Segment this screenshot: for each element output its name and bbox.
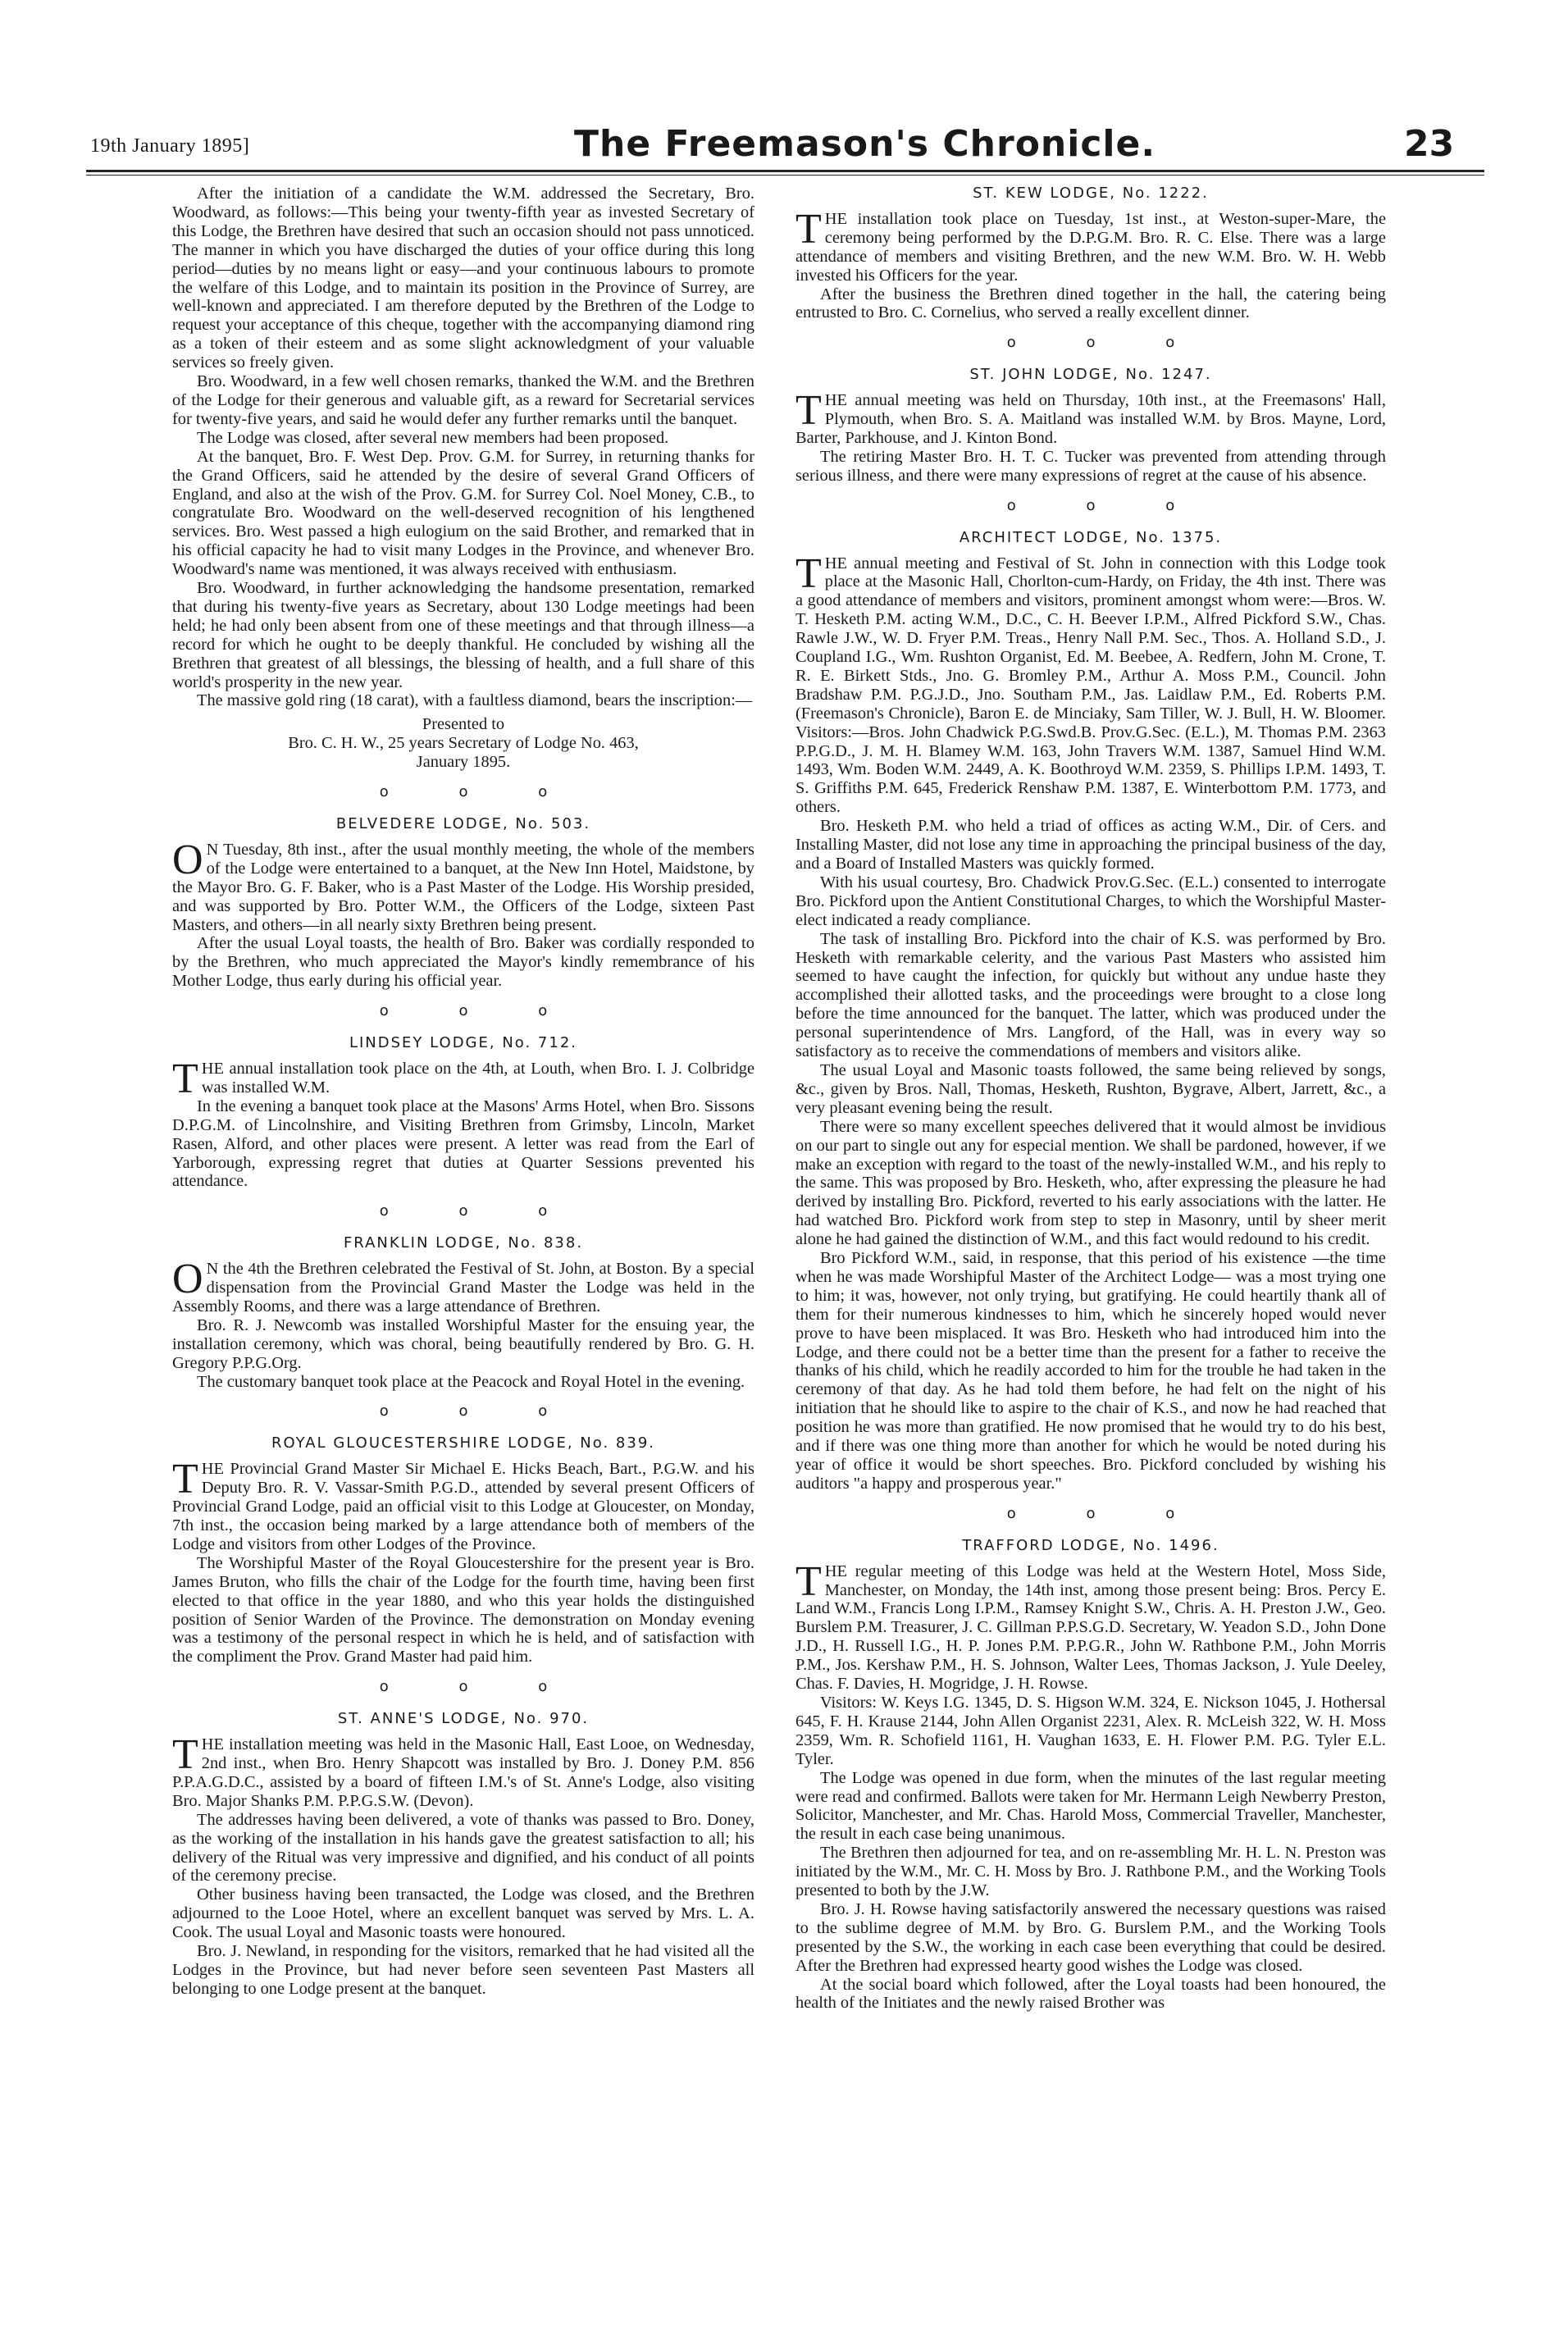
st-annes-lodge-section: [172, 1710, 754, 1999]
header-rule: [86, 170, 1484, 172]
paragraph: Bro. J. Newland, in responding for the visitors, remarked that he had visited all the Lodges in the Province, but had never before seen seventeen Past Masters all belonging to one Lodge present at the banquet.: [172, 1942, 754, 1998]
paragraph: The Worshipful Master of the Royal Gloucestershire for the present year is Bro. James Bruton, who fills the chair of the Lodge for the fourth time, having been first elected to that office in the year 1880, and who this year holds the distinguished position of Senior Warden of the Province. The demonstration on Monday evening was a testimony of the personal respect in which he is held, and of satisfaction with the compliment the Prov. Grand Master had paid him.: [172, 1553, 754, 1667]
section-ornament: o o o: [379, 1402, 581, 1420]
lindsey-lodge-section: [172, 1034, 754, 1191]
section-heading: LINDSEY LODGE, No. 712.: [349, 1034, 578, 1052]
paragraph: Bro Pickford W.M., said, in response, that this period of his existence —the time when he was made Worshipful Master of the Architect Lodge— was a most trying one to him; it was, however, not only trying, but gratifying. He could heartily thank all of them for their numerous kindnesses to him, which he sincerely hoped would never prove to have been misplaced. It was Bro. Hesketh who had introduced him into the Lodge, and there could not be a better time than the present for a father to receive the thanks of his child, which he readily accorded to him for the trouble he had taken in the ceremony of that day. As he had told them before, he had felt on the night of his initiation that he should like to aspire to the chair of K.S., and now he had reached that position he was more than gratified. He now promised that he would try to do his best, and if there was one thing more than another for which he would be noted during his year of office it would be short speeches. Bro. Pickford concluded by wishing his auditors "a happy and prosperous year.": [795, 1249, 1386, 1493]
paragraph: THE installation took place on Tuesday, 1st inst., at Weston-super-Mare, the ceremony being performed by the D.P.G.M. Bro. R. C. Else. There was a large attendance of members and visiting Brethren, and the new W.M. Bro. W. H. Webb invested his Officers for the year.: [795, 205, 1386, 285]
paragraph: Visitors: W. Keys I.G. 1345, D. S. Higson W.M. 324, E. Nickson 1045, J. Hothersal 645, F. H. Krause 2144, John Allen Organist 2231, Alex. R. McLeish 322, W. H. Moss 2359, Wm. R. Schofield 1161, H. Vaughan 1633, E. H. Flower P.M. P.G. Tyler E.L. Tyler.: [795, 1693, 1386, 1768]
paragraph: THE annual installation took place on the 4th, at Louth, when Bro. I. J. Colbridge was installed W.M.: [172, 1055, 754, 1102]
section-ornament: o o o: [379, 1202, 581, 1220]
inscription-line: January 1895.: [416, 753, 511, 772]
left-column: [172, 185, 754, 1999]
paragraph: The task of installing Bro. Pickford into the chair of K.S. was performed by Bro. Hesketh with remarkable celerity, and the various Past Masters who assisted him seemed to have caught the infection, for quickly but without any undue haste they accomplished their allotted tasks, and the proceedings were brought to a close long before the time announced for the banquet. The latter, which was produced under the personal superintendence of Mrs. Langford, of the Hall, was in every way so satisfactory as to receive the commendations of members and visitors alike.: [795, 929, 1386, 1061]
paragraph: The Lodge was opened in due form, when the minutes of the last regular meeting were read and confirmed. Ballots were taken for Mr. Hermann Leigh Newberry Preston, Solicitor, Manchester, and Mr. Chas. Harold Moss, Commercial Traveller, Manchester, the result in each case being unanimous.: [795, 1768, 1386, 1844]
paragraph: O N Tuesday, 8th inst., after the usual monthly meeting, the whole of the members of the Lodge were entertained to a banquet, at the New Inn Hotel, Maidstone, by the Mayor Bro. G. F. Baker, who is a Past Master of the Lodge. His Worship presided, and was supported by Bro. Potter W.M., the Officers of the Lodge, sixteen Past Masters, and others—in all nearly sixty Brethren being present.: [172, 836, 754, 934]
drop-cap: T: [795, 387, 822, 435]
paragraph: Bro. Woodward, in a few well chosen remarks, thanked the W.M. and the Brethren of the Lodge for their generous and valuable gift, as a reward for Secretarial services for twenty-five years, and said he would defer any further remarks until the banquet.: [172, 372, 754, 428]
paragraph: THE installation meeting was held in the Masonic Hall, East Looe, on Wednesday, 2nd inst., when Bro. Henry Shapcott was installed by Bro. J. Doney P.M. 856 P.P.A.G.D.C., assisted by a board of fifteen I.M.'s of St. Anne's Lodge, also visiting Bro. Major Shanks P.M. P.P.G.S.W. (Devon).: [172, 1731, 754, 1810]
paragraph: The Brethren then adjourned for tea, and on re-assembling Mr. H. L. N. Preston was initiated by the W.M., Mr. C. H. Moss by Bro. J. Rathbone P.M., and the Working Tools presented to both by the J.W.: [795, 1844, 1386, 1900]
paragraph: THE regular meeting of this Lodge was held at the Western Hotel, Moss Side, Manchester, on Monday, the 14th inst, among those present being: Bros. Percy E. Land W.M., Francis Long I.P.M., Ramsey Knight S.W., Chris. A. H. Preston J.W., Geo. Burslem P.M. Treasurer, J. C. Gillman P.P.S.G.D. Secretary, W. Yeadon S.D., John Done J.D., H. Russell I.G., H. P. Jones P.M. P.P.G.R., John W. Rathbone P.M., John Morris P.M., Jos. Kershaw P.M., H. S. Johnson, Walter Lees, Thomas Jackson, J. Yule Deeley, Chas. F. Davies, H. Mogridge, J. H. Rowse.: [795, 1557, 1386, 1694]
issue-date: 19th January 1895]: [90, 135, 250, 157]
drop-cap: T: [172, 1731, 198, 1779]
paragraph: THE annual meeting was held on Thursday, 10th inst., at the Freemasons' Hall, Plymouth, when Bro. S. A. Maitland was installed W.M. by Bros. Mayne, Lord, Barter, Parkhouse, and J. Kinton Bond.: [795, 387, 1386, 447]
section-ornament: o o o: [379, 1002, 581, 1020]
section-heading: ST. ANNE'S LODGE, No. 970.: [337, 1710, 590, 1728]
paragraph: Bro. J. H. Rowse having satisfactorily answered the necessary questions was raised to the sublime degree of M.M. by Bro. G. Burslem P.M., and the Working Tools presented by the S.W., the working in each case been everything that could be desired. After the Brethren had expressed hearty good wishes the Lodge was closed.: [795, 1899, 1386, 1975]
drop-cap: T: [795, 1557, 822, 1605]
paragraph: O N the 4th the Brethren celebrated the Festival of St. John, at Boston. By a special dispensation from the Provincial Grand Master the Lodge was held in the Assembly Rooms, and there was a large attendance of Brethren.: [172, 1256, 754, 1315]
paragraph: After the usual Loyal toasts, the health of Bro. Baker was cordially responded to by the Brethren, who much appreciated the Mayor's kindly remembrance of his Mother Lodge, thus early during his official year.: [172, 934, 754, 991]
section-ornament: o o o: [379, 1678, 581, 1696]
paragraph: THE annual meeting and Festival of St. John in connection with this Lodge took place at the Masonic Hall, Chorlton-cum-Hardy, on Friday, the 4th inst. There was a good attendance of members and visitors, prominent amongst whom were:—Bros. W. T. Hesketh P.M. acting W.M., D.C., C. H. Beever I.P.M., Alfred Pickford S.W., Chas. Rawle J.W., W. D. Fryer P.M. Treas., Henry Nall P.M. Sec., Thos. A. Holland S.D., J. Coupland I.G., Wm. Rushton Organist, Ed. M. Beebee, A. Redfern, John M. Crone, T. R. E. Birkett Stds., Jno. G. Bromley P.M., Arthur A. Moss P.M., Council. John Bradshaw P.M. P.G.J.D., Jno. Southam P.M., Jas. Laidlaw P.M., Ed. Roberts P.M. (Freemason's Chronicle), Baron E. de Minciaky, Sam Tiller, W. J. Bull, H. W. Bloomer. Visitors:—Bros. John Chadwick P.G.Swd.B. Prov.G.Sec. (E.L.), M. Thomas P.M. 2363 P.P.G.D., J. M. H. Blamey W.M. 163, John Travers W.M. 1387, Samuel Hind W.M. 1493, Wm. Boden W.M. 2449, A. K. Boothroyd W.M. 2359, S. Phillips I.P.M. 1493, T. S. Griffiths P.M. 645, Frederick Renshaw P.M. 1387, E. Winterbottom P.M. 1773, and others.: [795, 549, 1386, 817]
drop-cap: O: [172, 1256, 203, 1303]
drop-cap: T: [172, 1055, 198, 1102]
paragraph: Bro. R. J. Newcomb was installed Worshipful Master for the ensuing year, the installation ceremony, which was choral, being beautifully rendered by Bro. G. H. Gregory P.P.G.Org.: [172, 1315, 754, 1372]
drop-cap: T: [795, 205, 822, 253]
paragraph: In the evening a banquet took place at the Masons' Arms Hotel, when Bro. Sissons D.P.G.M. of Lincolnshire, and Visiting Brethren from Grimsby, Lincoln, Market Rasen, Alford, and other places were present. A letter was read from the Earl of Yarborough, expressing regret that duties at Quarter Sessions prevented his attendance.: [172, 1097, 754, 1191]
page-number: 23: [1404, 123, 1455, 165]
paragraph: The usual Loyal and Masonic toasts followed, the same being relieved by songs, &c., given by Bros. Nall, Thomas, Hesketh, Rushton, Bygrave, Albert, Jarrett, &c., a very pleasant evening being the result.: [795, 1060, 1386, 1117]
st-kew-lodge-section: [795, 185, 1386, 322]
right-column: [795, 185, 1386, 2013]
inscription-line: Bro. C. H. W., 25 years Secretary of Lodge No. 463,: [288, 734, 639, 753]
section-heading: ARCHITECT LODGE, No. 1375.: [959, 528, 1223, 546]
paragraph: Bro. Woodward, in further acknowledging the handsome presentation, remarked that during his twenty-five years as Secretary, about 130 Lodge meetings had been held; he had only been absent from one of these meetings and that through illness—a record for which he ought to be deeply thankful. He concluded by wishing all the Brethren that greatest of all blessings, the blessing of health, and a full share of this world's prosperity in the new year.: [172, 579, 754, 691]
paragraph: At the social board which followed, after the Loyal toasts had been honoured, the health of the Initiates and the newly raised Brother was: [795, 1975, 1386, 2013]
paragraph: With his usual courtesy, Bro. Chadwick Prov.G.Sec. (E.L.) consented to interrogate Bro. Pickford upon the Antient Constitutional Charges, to which the Worshipful Master-elect indicated a ready compliance.: [795, 873, 1386, 929]
section-heading: ST. JOHN LODGE, No. 1247.: [969, 366, 1212, 384]
drop-cap: T: [172, 1456, 198, 1503]
section-heading: ST. KEW LODGE, No. 1222.: [973, 185, 1209, 202]
section-heading: FRANKLIN LODGE, No. 838.: [343, 1234, 584, 1252]
paragraph: After the business the Brethren dined together in the hall, the catering being entrusted to Bro. C. Cornelius, who served a really excellent dinner.: [795, 285, 1386, 322]
section-ornament: o o o: [379, 783, 581, 801]
architect-lodge-section: [795, 529, 1386, 1493]
paragraph: After the initiation of a candidate the W.M. addressed the Secretary, Bro. Woodward, as follows:—This being your twenty-fifth year as invested Secretary of this Lodge, the Brethren have desired that such an occasion should not pass unnoticed. The manner in which you have discharged the duties of your office during this long period—duties by no means light or easy—and your continuous labours to promote the welfare of this Lodge, and to maintain its position in the Province of Surrey, are well-known and appreciated. I am therefore deputed by the Brethren of the Lodge to request your acceptance of this cheque, together with the accompanying diamond ring as a token of their esteem and as some slight acknowledgment of your valuable services so freely given.: [172, 185, 754, 372]
belvedere-lodge-section: [172, 815, 754, 991]
st-john-lodge-section: [795, 366, 1386, 485]
woodward-presentation: [172, 185, 754, 772]
paragraph: The customary banquet took place at the Peacock and Royal Hotel in the evening.: [197, 1372, 745, 1391]
trafford-lodge-section: [795, 1537, 1386, 2013]
paragraph: At the banquet, Bro. F. West Dep. Prov. G.M. for Surrey, in returning thanks for the Grand Officers, said he attended by the desire of several Grand Officers of England, and also at the wish of the Prov. G.M. for Surrey Col. Noel Money, C.B., to congratulate Bro. Woodward on the well-deserved recognition of his lengthened services. Bro. West passed a high eulogium on the said Brother, and remarked that in his official capacity he had to visit many Lodges in the Province, and whenever Bro. Woodward's name was mentioned, it was always received with enthusiasm.: [172, 447, 754, 579]
header-rule-thin: [86, 175, 1484, 176]
inscription-line: Presented to: [422, 715, 505, 734]
section-ornament: o o o: [1006, 496, 1208, 514]
section-ornament: o o o: [1006, 334, 1208, 352]
section-heading: ROYAL GLOUCESTERSHIRE LODGE, No. 839.: [271, 1434, 655, 1452]
section-heading: BELVEDERE LODGE, No. 503.: [335, 815, 591, 832]
drop-cap: O: [172, 836, 203, 883]
paragraph: The massive gold ring (18 carat), with a faultless diamond, bears the inscription:—: [197, 691, 753, 710]
section-heading: TRAFFORD LODGE, No. 1496.: [962, 1536, 1219, 1554]
drop-cap: T: [795, 549, 822, 597]
paragraph: Bro. Hesketh P.M. who held a triad of offices as acting W.M., Dir. of Cers. and Installing Master, did not lose any time in approaching the principal business of the day, and a Board of Installed Masters was quickly formed.: [795, 817, 1386, 873]
paragraph: There were so many excellent speeches delivered that it would almost be invidious on our part to single out any for especial mention. We shall be pardoned, however, if we make an exception with regard to the toast of the newly-installed W.M., and his reply to the same. This was proposed by Bro. Hesketh, who, after expressing the pleasure he had derived by installing Bro. Pickford, reverted to his early associations with the latter. He had watched Bro. Pickford work from step to step in Masonry, until by sheer merit alone he had gained the distinction of W.M., and this fact would redound to his credit.: [795, 1117, 1386, 1249]
franklin-lodge-section: [172, 1234, 754, 1391]
paragraph: THE Provincial Grand Master Sir Michael E. Hicks Beach, Bart., P.G.W. and his Deputy Bro. R. V. Vassar-Smith P.G.D., attended by several present Officers of Provincial Grand Lodge, paid an official visit to this Lodge at Gloucester, on Monday, 7th inst., the occasion being marked by a large attendance both of members of the Lodge and visitors from other Lodges of the Province.: [172, 1456, 754, 1553]
paragraph: The Lodge was closed, after several new members had been proposed.: [197, 428, 669, 447]
paragraph: The retiring Master Bro. H. T. C. Tucker was prevented from attending through serious illness, and there were many expressions of regret at the cause of his absence.: [795, 447, 1386, 485]
royal-gloucestershire-lodge-section: [172, 1434, 754, 1667]
paragraph: The addresses having been delivered, a vote of thanks was passed to Bro. Doney, as the working of the installation in his hands gave the greatest satisfaction to all; his delivery of the Ritual was very impressive and dignified, and his conduct of all points of the ceremony precise.: [172, 1810, 754, 1885]
paragraph: Other business having been transacted, the Lodge was closed, and the Brethren adjourned to the Looe Hotel, where an excellent banquet was served by Mrs. L. A. Cook. The usual Loyal and Masonic toasts were honoured.: [172, 1885, 754, 1942]
masthead-title: The Freemason's Chronicle.: [574, 123, 1156, 165]
section-ornament: o o o: [1006, 1504, 1208, 1522]
